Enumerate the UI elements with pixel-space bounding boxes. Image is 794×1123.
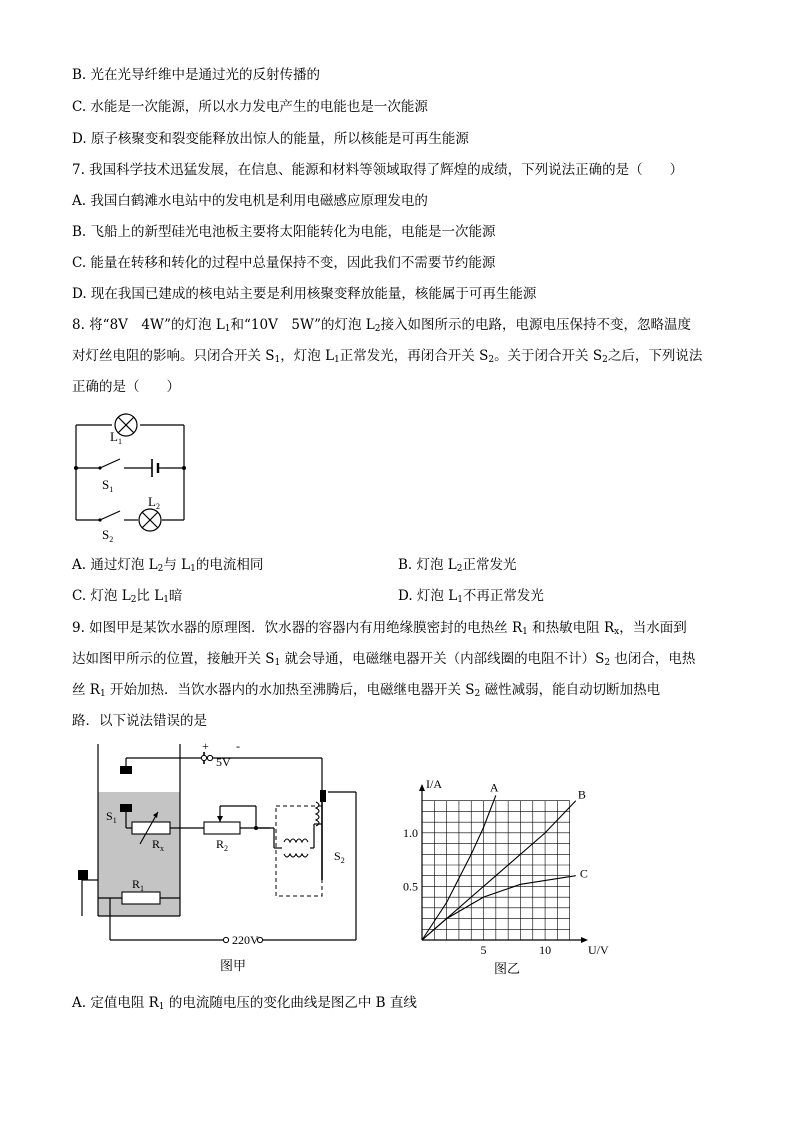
r2-rheostat <box>204 822 240 834</box>
label-l2: $L_2$ <box>148 494 160 511</box>
y-tick-label: 1.0 <box>403 825 418 840</box>
x-tick-label: 10 <box>539 943 552 957</box>
label-s2: $S_2$ <box>334 849 345 865</box>
q9-stem-line1: 9. 如图甲是某饮水器的原理图．饮水器的容器内有用绝缘膜密封的电热丝 $R_1$ 和热敏电阻 $R_x$，当水面到 <box>72 620 687 637</box>
q9-figure-yi-chart <box>394 770 634 980</box>
series-label-a: A <box>489 780 499 795</box>
y-axis-label: I/A <box>426 777 442 791</box>
label-minus: - <box>236 740 240 753</box>
x-tick-label: 5 <box>480 943 487 957</box>
label-r1: $R_1$ <box>132 877 145 893</box>
y-axis-arrow <box>419 784 425 791</box>
label-220v: 220V <box>232 933 259 947</box>
q8-option-b: B. 灯泡 $L_2$正常发光 <box>398 557 517 574</box>
x-axis-label: U/V <box>588 943 609 957</box>
series-line-B <box>422 801 576 940</box>
q6-option-c: C. 水能是一次能源，所以水力发电产生的电能也是一次能源 <box>72 99 428 115</box>
q8-stem-line1: 8. 将“8V 4W”的灯泡 $L_1$和“10V 5W”的灯泡 $L_2$接入如图所示的电路，电源电压保持不变，忽略温度 <box>72 317 691 334</box>
chart-grid <box>422 801 570 940</box>
lamp-l1-icon <box>115 414 137 436</box>
q6-option-d: D. 原子核聚变和裂变能释放出惊人的能量，所以核能是可再生能源 <box>72 131 469 147</box>
q7-option-c: C. 能量在转移和转化的过程中总量保持不变，因此我们不需要节约能源 <box>72 255 496 271</box>
q7-stem: 7. 我国科学技术迅猛发展，在信息、能源和材料等领域取得了辉煌的成绩，下列说法正确的是（ ） <box>72 162 684 178</box>
label-s2: $S_2$ <box>102 527 114 544</box>
q9-figure-jia <box>70 740 370 980</box>
relay-coil-icon <box>284 839 308 857</box>
q7-option-d: D. 现在我国已建成的核电站主要是利用核聚变释放能量，核能属于可再生能源 <box>72 286 537 302</box>
chart-axes <box>419 784 588 943</box>
label-s1: $S_1$ <box>106 809 117 825</box>
label-s1: $S_1$ <box>102 477 114 494</box>
series-label-b: B <box>577 787 586 802</box>
relay-magnet-icon <box>316 802 319 826</box>
q7-option-b: B. 飞船上的新型硅光电池板主要将太阳能转化为电能，电能是一次能源 <box>72 224 496 240</box>
q8-circuit-diagram <box>66 405 196 545</box>
caption-jia: 图甲 <box>220 958 247 973</box>
q8-option-a: A. 通过灯泡 $L_2$与 $L_1$的电流相同 <box>72 557 264 574</box>
s1-contact-top <box>120 766 132 774</box>
q7-option-a: A. 我国白鹤滩水电站中的发电机是利用电磁感应原理发电的 <box>72 193 428 209</box>
s1-contact-bottom <box>120 804 132 812</box>
label-l1: $L_1$ <box>110 429 122 446</box>
label-r2: $R_2$ <box>216 837 229 853</box>
label-5v: 5V <box>216 755 231 769</box>
q6-option-b: B. 光在光导纤维中是通过光的反射传播的 <box>72 67 321 83</box>
q9-option-a: A. 定值电阻 $R_1$ 的电流随电压的变化曲线是图乙中 B 直线 <box>72 995 417 1012</box>
q8-stem-line3: 正确的是（ ） <box>72 379 180 395</box>
relay-box <box>276 806 322 896</box>
y-tick-label: 0.5 <box>403 879 418 894</box>
x-axis-arrow <box>581 937 588 943</box>
q8-stem-line2: 对灯丝电阻的影响。只闭合开关 $S_1$，灯泡 $L_1$正常发光，再闭合开关 $S_2$。关于闭合开关 $S_2$之后，下列说法 <box>72 348 703 365</box>
series-label-c: C <box>579 866 588 881</box>
lamp-l2-icon <box>139 509 161 531</box>
q9-stem-line3: 丝 $R_1$ 开始加热．当饮水器内的水加热至沸腾后，电磁继电器开关 $S_2$ 磁性减弱，能自动切断加热电 <box>72 682 661 699</box>
r1-heater <box>122 892 160 904</box>
q9-stem-line4: 路．以下说法错误的是 <box>72 713 207 729</box>
caption-yi: 图乙 <box>494 961 521 976</box>
label-rx: $R_x$ <box>152 837 165 853</box>
q8-option-c: C. 灯泡 $L_2$比 $L_1$暗 <box>72 588 183 605</box>
q9-stem-line2: 达如图甲所示的位置，接触开关 $S_1$ 就会导通，电磁继电器开关（内部线圈的电阻不计）$S_2$ 也闭合，电热 <box>72 651 696 668</box>
label-plus: + <box>202 740 209 753</box>
q8-option-d: D. 灯泡 $L_1$不再正常发光 <box>398 588 544 605</box>
